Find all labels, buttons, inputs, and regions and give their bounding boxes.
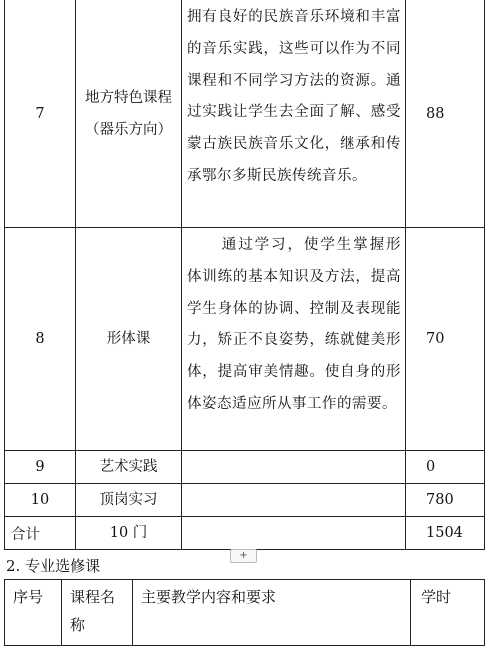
row-number: 7 [5, 0, 76, 228]
row-number: 9 [5, 451, 76, 484]
course-hours: 0 [406, 451, 485, 484]
course-name: 形体课 [76, 228, 182, 451]
total-hours: 1504 [406, 517, 485, 550]
total-content [182, 517, 406, 550]
table-row [5, 451, 485, 484]
course-name: 艺术实践 [76, 451, 182, 484]
course-content: 拥有良好的民族音乐环境和丰富的音乐实践，这些可以作为不同课程和不同学习方法的资源。通过实践让学生去全面了解、感受蒙古族民族音乐文化，继承和传承鄂尔多斯民族传统音乐。 [182, 0, 406, 228]
row-number: 10 [5, 484, 76, 517]
expand-table-button[interactable]: + [230, 549, 257, 563]
course-table [4, 0, 485, 550]
course-content [182, 484, 406, 517]
course-hours: 70 [406, 228, 485, 451]
header-hours: 学时 [411, 580, 485, 646]
header-serial: 序号 [5, 580, 62, 646]
course-hours: 88 [406, 0, 485, 228]
course-hours: 780 [406, 484, 485, 517]
header-content: 主要教学内容和要求 [133, 580, 411, 646]
course-name-text: 地方特色课程（器乐方向） [85, 89, 172, 138]
row-number: 8 [5, 228, 76, 451]
total-row [5, 517, 485, 550]
table-header-row [5, 580, 485, 646]
course-name: 顶岗实习 [76, 484, 182, 517]
total-count: 10 门 [76, 517, 182, 550]
course-content: 通过学习，使学生掌握形体训练的基本知识及方法，提高学生身体的协调、控制及表现能力，矫正不良姿势，练就健美形体，提高审美情趣。使自身的形体姿态适应所从事工作的需要。 [182, 228, 406, 451]
total-label: 合计 [5, 517, 76, 550]
section-heading: 2. 专业选修课 [6, 557, 101, 575]
elective-table [4, 579, 485, 646]
header-course-name: 课程名称 [62, 580, 133, 646]
table-row [5, 484, 485, 517]
course-content [182, 451, 406, 484]
table-row [5, 228, 485, 451]
table-row [5, 0, 485, 228]
course-name [76, 0, 182, 228]
